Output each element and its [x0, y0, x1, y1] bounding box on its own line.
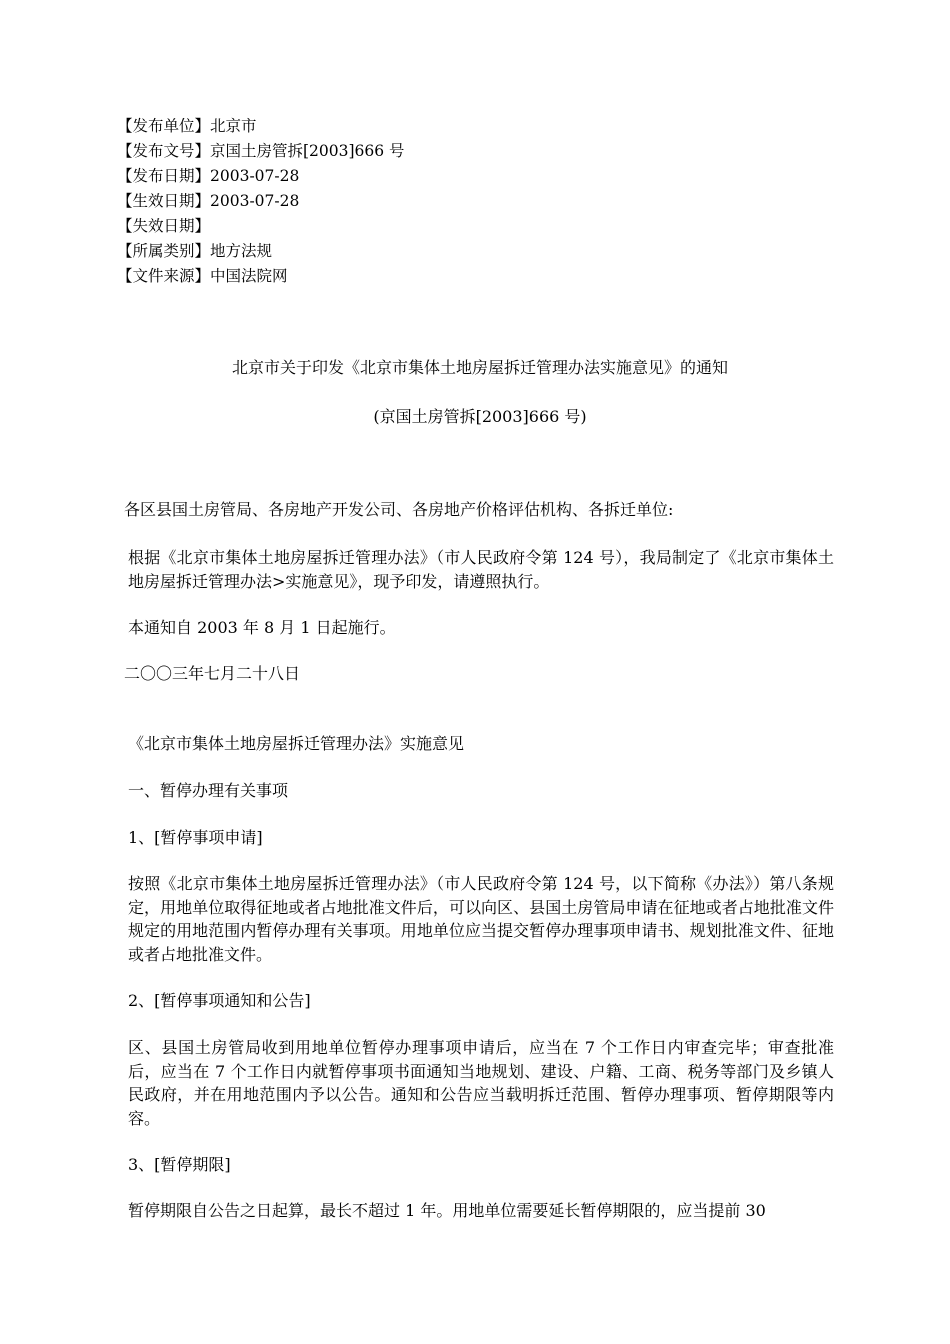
notice-date: 二〇〇三年七月二十八日: [124, 664, 301, 683]
notice-body: 根据《北京市集体土地房屋拆迁管理办法》（市人民政府令第 124 号），我局制定了《北京市集体土地房屋拆迁管理办法>实施意见》，现予印发，请遵照执行。: [128, 548, 834, 591]
item-1-heading: 1、[暂停事项申请]: [128, 828, 263, 847]
document-metadata: [117, 114, 717, 289]
notice-addressees: 各区县国土房管局、各房地产开发公司、各房地产价格评估机构、各拆迁单位:: [124, 500, 674, 519]
meta-category: 【所属类别】地方法规: [117, 242, 273, 260]
notice-title: 北京市关于印发《北京市集体土地房屋拆迁管理办法实施意见》的通知: [231, 358, 728, 377]
meta-effective-date: 【生效日期】2003-07-28: [117, 192, 300, 210]
item-3-heading: 3、[暂停期限]: [128, 1155, 231, 1174]
item-1-text: 按照《北京市集体土地房屋拆迁管理办法》（市人民政府令第 124 号，以下简称《办法》）第八条规定，用地单位取得征地或者占地批准文件后，可以向区、县国土房管局申请在征地或者占地批准文件规定的用地范围内暂停办理有关事项。用地单位应当提交暂停办理事项申请书、规划批准文件、征地或者占地批准文件。: [128, 874, 834, 964]
item-2-text: 区、县国土房管局收到用地单位暂停办理事项申请后，应当在 7 个工作日内审查完毕；审查批准后，应当在 7 个工作日内就暂停事项书面通知当地规划、建设、户籍、工商、税务等部门及乡镇人民政府，并在用地范围内予以公告。通知和公告应当载明拆迁范围、暂停办理事项、暂停期限等内容。: [128, 1038, 834, 1128]
item-3-text: 暂停期限自公告之日起算，最长不超过 1 年。用地单位需要延长暂停期限的，应当提前 30: [128, 1201, 766, 1220]
section-1-heading: 一、暂停办理有关事项: [128, 781, 289, 800]
item-2-heading: 2、[暂停事项通知和公告]: [128, 991, 311, 1010]
meta-source: 【文件来源】中国法院网: [117, 267, 288, 285]
meta-publish-date: 【发布日期】2003-07-28: [117, 167, 300, 185]
meta-issuer: 【发布单位】北京市: [117, 117, 257, 135]
opinion-title: 《北京市集体土地房屋拆迁管理办法》实施意见: [128, 734, 465, 753]
notice-number: (京国土房管拆[2003]666 号): [373, 407, 587, 426]
meta-expiry-date: 【失效日期】: [117, 217, 211, 235]
notice-effective-note: 本通知自 2003 年 8 月 1 日起施行。: [128, 618, 396, 637]
meta-doc-number: 【发布文号】京国土房管拆[2003]666 号: [117, 142, 405, 160]
